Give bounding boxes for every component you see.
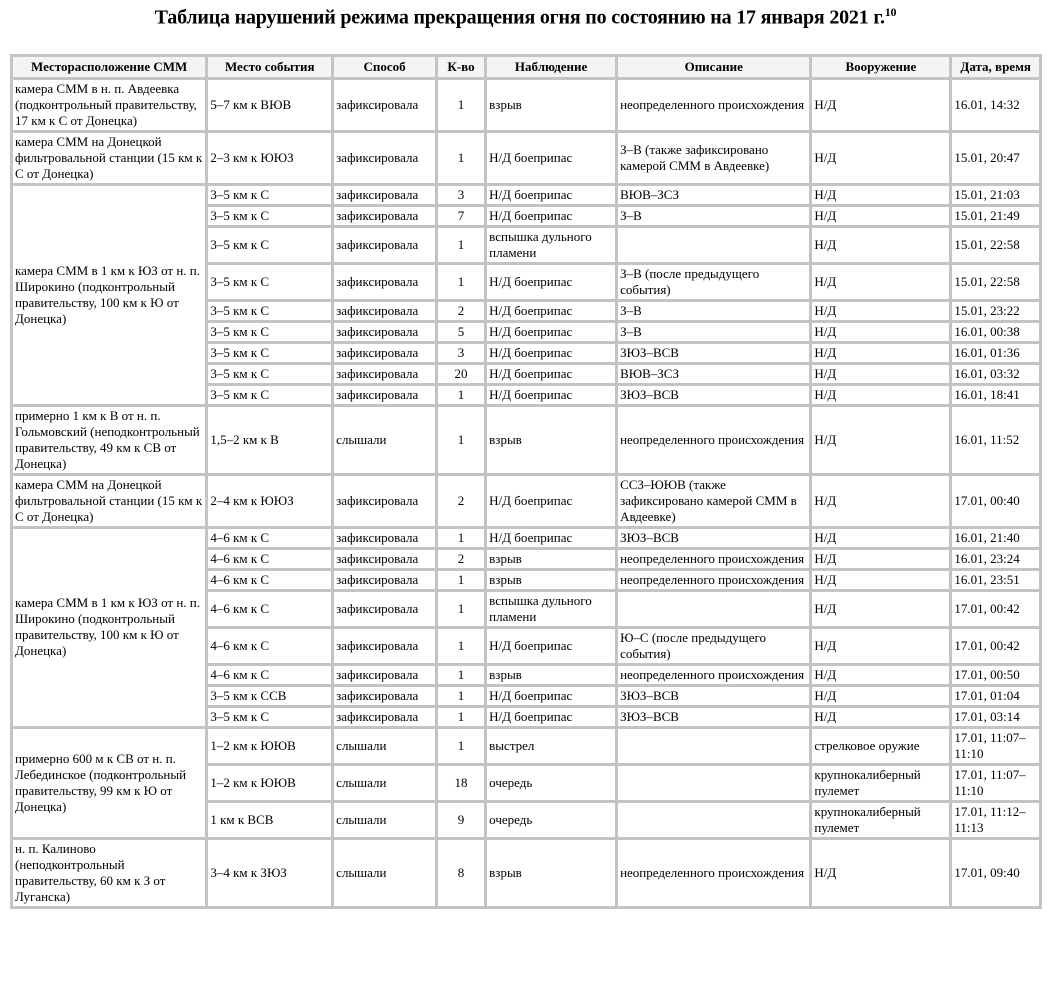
- count-cell: 1: [438, 687, 484, 705]
- weapon-cell: стрелковое оружие: [812, 729, 949, 763]
- event-place-cell: 3–5 км к ССВ: [208, 687, 331, 705]
- weapon-cell: Н/Д: [812, 323, 949, 341]
- table-row: [13, 529, 1039, 547]
- weapon-cell: Н/Д: [812, 133, 949, 183]
- column-header: Наблюдение: [487, 57, 615, 77]
- method-cell: зафиксировала: [334, 687, 435, 705]
- datetime-cell: 16.01, 21:40: [952, 529, 1039, 547]
- method-cell: слышали: [334, 766, 435, 800]
- description-cell: [618, 766, 809, 800]
- event-place-cell: 1 км к ВСВ: [208, 803, 331, 837]
- observation-cell: взрыв: [487, 571, 615, 589]
- count-cell: 1: [438, 629, 484, 663]
- datetime-cell: 15.01, 20:47: [952, 133, 1039, 183]
- observation-cell: Н/Д боеприпас: [487, 476, 615, 526]
- description-cell: ССЗ–ЮЮВ (также зафиксировано камерой СММ в Авдеевке): [618, 476, 809, 526]
- description-cell: неопределенного происхождения: [618, 407, 809, 473]
- method-cell: зафиксировала: [334, 386, 435, 404]
- method-cell: слышали: [334, 729, 435, 763]
- datetime-cell: 16.01, 01:36: [952, 344, 1039, 362]
- datetime-cell: 16.01, 11:52: [952, 407, 1039, 473]
- observation-cell: Н/Д боеприпас: [487, 344, 615, 362]
- description-cell: ЗЮЗ–ВСВ: [618, 386, 809, 404]
- description-cell: неопределенного происхождения: [618, 80, 809, 130]
- count-cell: 1: [438, 729, 484, 763]
- smm-location-cell: н. п. Калиново (неподконтрольный правительству, 60 км к З от Луганска): [13, 840, 205, 906]
- observation-cell: Н/Д боеприпас: [487, 708, 615, 726]
- description-cell: З–В (также зафиксировано камерой СММ в Авдеевке): [618, 133, 809, 183]
- observation-cell: взрыв: [487, 840, 615, 906]
- event-place-cell: 1–2 км к ЮЮВ: [208, 766, 331, 800]
- event-place-cell: 3–5 км к С: [208, 386, 331, 404]
- event-place-cell: 4–6 км к С: [208, 666, 331, 684]
- description-cell: ЗЮЗ–ВСВ: [618, 529, 809, 547]
- observation-cell: вспышка дульного пламени: [487, 228, 615, 262]
- datetime-cell: 17.01, 00:50: [952, 666, 1039, 684]
- datetime-cell: 16.01, 23:51: [952, 571, 1039, 589]
- observation-cell: Н/Д боеприпас: [487, 133, 615, 183]
- observation-cell: взрыв: [487, 550, 615, 568]
- event-place-cell: 5–7 км к ВЮВ: [208, 80, 331, 130]
- method-cell: зафиксировала: [334, 207, 435, 225]
- count-cell: 20: [438, 365, 484, 383]
- method-cell: зафиксировала: [334, 80, 435, 130]
- count-cell: 8: [438, 840, 484, 906]
- weapon-cell: Н/Д: [812, 687, 949, 705]
- datetime-cell: 17.01, 11:12–11:13: [952, 803, 1039, 837]
- observation-cell: Н/Д боеприпас: [487, 265, 615, 299]
- description-cell: З–В: [618, 302, 809, 320]
- smm-location-cell: камера СММ в н. п. Авдеевка (подконтрольный правительству, 17 км к С от Донецка): [13, 80, 205, 130]
- weapon-cell: Н/Д: [812, 344, 949, 362]
- description-cell: З–В (после предыдущего события): [618, 265, 809, 299]
- table-row: [13, 133, 1039, 183]
- datetime-cell: 17.01, 00:42: [952, 629, 1039, 663]
- datetime-cell: 16.01, 00:38: [952, 323, 1039, 341]
- table-row: [13, 476, 1039, 526]
- weapon-cell: крупнокалиберный пулемет: [812, 766, 949, 800]
- weapon-cell: Н/Д: [812, 592, 949, 626]
- count-cell: 3: [438, 186, 484, 204]
- column-header: Место события: [208, 57, 331, 77]
- datetime-cell: 15.01, 21:49: [952, 207, 1039, 225]
- description-cell: ЗЮЗ–ВСВ: [618, 708, 809, 726]
- smm-location-cell: камера СММ в 1 км к ЮЗ от н. п. Широкино (подконтрольный правительству, 100 км к Ю от Донецка): [13, 529, 205, 726]
- observation-cell: Н/Д боеприпас: [487, 302, 615, 320]
- footnote-ref[interactable]: 10: [884, 5, 897, 19]
- method-cell: зафиксировала: [334, 302, 435, 320]
- datetime-cell: 17.01, 01:04: [952, 687, 1039, 705]
- weapon-cell: крупнокалиберный пулемет: [812, 803, 949, 837]
- count-cell: 1: [438, 386, 484, 404]
- method-cell: слышали: [334, 407, 435, 473]
- datetime-cell: 16.01, 23:24: [952, 550, 1039, 568]
- event-place-cell: 3–5 км к С: [208, 344, 331, 362]
- event-place-cell: 2–3 км к ЮЮЗ: [208, 133, 331, 183]
- method-cell: зафиксировала: [334, 133, 435, 183]
- table-row: [13, 840, 1039, 906]
- count-cell: 9: [438, 803, 484, 837]
- observation-cell: Н/Д боеприпас: [487, 365, 615, 383]
- description-cell: неопределенного происхождения: [618, 840, 809, 906]
- count-cell: 2: [438, 550, 484, 568]
- observation-cell: взрыв: [487, 80, 615, 130]
- column-header: Месторасположение СММ: [13, 57, 205, 77]
- event-place-cell: 1,5–2 км к В: [208, 407, 331, 473]
- description-cell: [618, 228, 809, 262]
- datetime-cell: 16.01, 03:32: [952, 365, 1039, 383]
- event-place-cell: 4–6 км к С: [208, 529, 331, 547]
- method-cell: зафиксировала: [334, 529, 435, 547]
- count-cell: 1: [438, 228, 484, 262]
- event-place-cell: 3–5 км к С: [208, 228, 331, 262]
- observation-cell: Н/Д боеприпас: [487, 186, 615, 204]
- description-cell: Ю–С (после предыдущего события): [618, 629, 809, 663]
- datetime-cell: 15.01, 21:03: [952, 186, 1039, 204]
- weapon-cell: Н/Д: [812, 207, 949, 225]
- smm-location-cell: камера СММ в 1 км к ЮЗ от н. п. Широкино (подконтрольный правительству, 100 км к Ю от Донецка): [13, 186, 205, 404]
- observation-cell: Н/Д боеприпас: [487, 629, 615, 663]
- datetime-cell: 17.01, 00:42: [952, 592, 1039, 626]
- method-cell: зафиксировала: [334, 571, 435, 589]
- column-header: Способ: [334, 57, 435, 77]
- description-cell: ВЮВ–ЗСЗ: [618, 365, 809, 383]
- method-cell: зафиксировала: [334, 186, 435, 204]
- title-text: Таблица нарушений режима прекращения огня по состоянию на 17 января 2021 г.: [154, 6, 885, 29]
- table-row: [13, 80, 1039, 130]
- count-cell: 1: [438, 666, 484, 684]
- event-place-cell: 3–5 км к С: [208, 708, 331, 726]
- datetime-cell: 16.01, 18:41: [952, 386, 1039, 404]
- event-place-cell: 2–4 км к ЮЮЗ: [208, 476, 331, 526]
- observation-cell: Н/Д боеприпас: [487, 529, 615, 547]
- count-cell: 2: [438, 476, 484, 526]
- column-header: Описание: [618, 57, 809, 77]
- observation-cell: Н/Д боеприпас: [487, 207, 615, 225]
- datetime-cell: 15.01, 22:58: [952, 265, 1039, 299]
- method-cell: зафиксировала: [334, 323, 435, 341]
- weapon-cell: Н/Д: [812, 386, 949, 404]
- method-cell: зафиксировала: [334, 592, 435, 626]
- count-cell: 1: [438, 571, 484, 589]
- count-cell: 1: [438, 80, 484, 130]
- method-cell: зафиксировала: [334, 365, 435, 383]
- event-place-cell: 3–5 км к С: [208, 302, 331, 320]
- description-cell: [618, 592, 809, 626]
- description-cell: неопределенного происхождения: [618, 666, 809, 684]
- table-row: [13, 729, 1039, 763]
- count-cell: 2: [438, 302, 484, 320]
- method-cell: зафиксировала: [334, 629, 435, 663]
- description-cell: ЗЮЗ–ВСВ: [618, 687, 809, 705]
- method-cell: слышали: [334, 803, 435, 837]
- method-cell: слышали: [334, 840, 435, 906]
- count-cell: 1: [438, 529, 484, 547]
- weapon-cell: Н/Д: [812, 666, 949, 684]
- weapon-cell: Н/Д: [812, 529, 949, 547]
- weapon-cell: Н/Д: [812, 476, 949, 526]
- count-cell: 1: [438, 407, 484, 473]
- weapon-cell: Н/Д: [812, 186, 949, 204]
- table-row: [13, 186, 1039, 204]
- observation-cell: Н/Д боеприпас: [487, 323, 615, 341]
- event-place-cell: 4–6 км к С: [208, 592, 331, 626]
- datetime-cell: 17.01, 11:07–11:10: [952, 766, 1039, 800]
- smm-location-cell: примерно 600 м к СВ от н. п. Лебединское (подконтрольный правительству, 99 км к Ю от Донецка): [13, 729, 205, 837]
- description-cell: З–В: [618, 207, 809, 225]
- count-cell: 5: [438, 323, 484, 341]
- count-cell: 1: [438, 133, 484, 183]
- description-cell: ЗЮЗ–ВСВ: [618, 344, 809, 362]
- description-cell: ВЮВ–ЗСЗ: [618, 186, 809, 204]
- event-place-cell: 4–6 км к С: [208, 550, 331, 568]
- ceasefire-violations-table: [10, 54, 1042, 909]
- method-cell: зафиксировала: [334, 476, 435, 526]
- page-title: [0, 5, 1051, 30]
- observation-cell: вспышка дульного пламени: [487, 592, 615, 626]
- observation-cell: Н/Д боеприпас: [487, 687, 615, 705]
- description-cell: неопределенного происхождения: [618, 550, 809, 568]
- count-cell: 7: [438, 207, 484, 225]
- header-row: [13, 57, 1039, 77]
- column-header: Дата, время: [952, 57, 1039, 77]
- count-cell: 3: [438, 344, 484, 362]
- weapon-cell: Н/Д: [812, 550, 949, 568]
- event-place-cell: 3–5 км к С: [208, 207, 331, 225]
- weapon-cell: Н/Д: [812, 708, 949, 726]
- datetime-cell: 17.01, 11:07–11:10: [952, 729, 1039, 763]
- event-place-cell: 1–2 км к ЮЮВ: [208, 729, 331, 763]
- weapon-cell: Н/Д: [812, 265, 949, 299]
- description-cell: неопределенного происхождения: [618, 571, 809, 589]
- method-cell: зафиксировала: [334, 708, 435, 726]
- weapon-cell: Н/Д: [812, 80, 949, 130]
- description-cell: З–В: [618, 323, 809, 341]
- datetime-cell: 17.01, 00:40: [952, 476, 1039, 526]
- count-cell: 1: [438, 708, 484, 726]
- observation-cell: взрыв: [487, 407, 615, 473]
- weapon-cell: Н/Д: [812, 365, 949, 383]
- smm-location-cell: камера СММ на Донецкой фильтровальной станции (15 км к С от Донецка): [13, 133, 205, 183]
- column-header: Вооружение: [812, 57, 949, 77]
- event-place-cell: 3–4 км к ЗЮЗ: [208, 840, 331, 906]
- table-row: [13, 407, 1039, 473]
- observation-cell: взрыв: [487, 666, 615, 684]
- count-cell: 18: [438, 766, 484, 800]
- event-place-cell: 4–6 км к С: [208, 629, 331, 663]
- datetime-cell: 15.01, 22:58: [952, 228, 1039, 262]
- event-place-cell: 3–5 км к С: [208, 265, 331, 299]
- observation-cell: очередь: [487, 766, 615, 800]
- weapon-cell: Н/Д: [812, 228, 949, 262]
- description-cell: [618, 803, 809, 837]
- method-cell: зафиксировала: [334, 550, 435, 568]
- observation-cell: Н/Д боеприпас: [487, 386, 615, 404]
- event-place-cell: 3–5 км к С: [208, 186, 331, 204]
- count-cell: 1: [438, 265, 484, 299]
- column-header: К-во: [438, 57, 484, 77]
- description-cell: [618, 729, 809, 763]
- weapon-cell: Н/Д: [812, 302, 949, 320]
- datetime-cell: 17.01, 09:40: [952, 840, 1039, 906]
- count-cell: 1: [438, 592, 484, 626]
- observation-cell: очередь: [487, 803, 615, 837]
- weapon-cell: Н/Д: [812, 571, 949, 589]
- smm-location-cell: камера СММ на Донецкой фильтровальной станции (15 км к С от Донецка): [13, 476, 205, 526]
- smm-location-cell: примерно 1 км к В от н. п. Гольмовский (неподконтрольный правительству, 49 км к СВ от Донецка): [13, 407, 205, 473]
- weapon-cell: Н/Д: [812, 407, 949, 473]
- method-cell: зафиксировала: [334, 265, 435, 299]
- event-place-cell: 3–5 км к С: [208, 323, 331, 341]
- weapon-cell: Н/Д: [812, 629, 949, 663]
- datetime-cell: 15.01, 23:22: [952, 302, 1039, 320]
- datetime-cell: 17.01, 03:14: [952, 708, 1039, 726]
- method-cell: зафиксировала: [334, 344, 435, 362]
- observation-cell: выстрел: [487, 729, 615, 763]
- event-place-cell: 3–5 км к С: [208, 365, 331, 383]
- weapon-cell: Н/Д: [812, 840, 949, 906]
- method-cell: зафиксировала: [334, 228, 435, 262]
- datetime-cell: 16.01, 14:32: [952, 80, 1039, 130]
- event-place-cell: 4–6 км к С: [208, 571, 331, 589]
- method-cell: зафиксировала: [334, 666, 435, 684]
